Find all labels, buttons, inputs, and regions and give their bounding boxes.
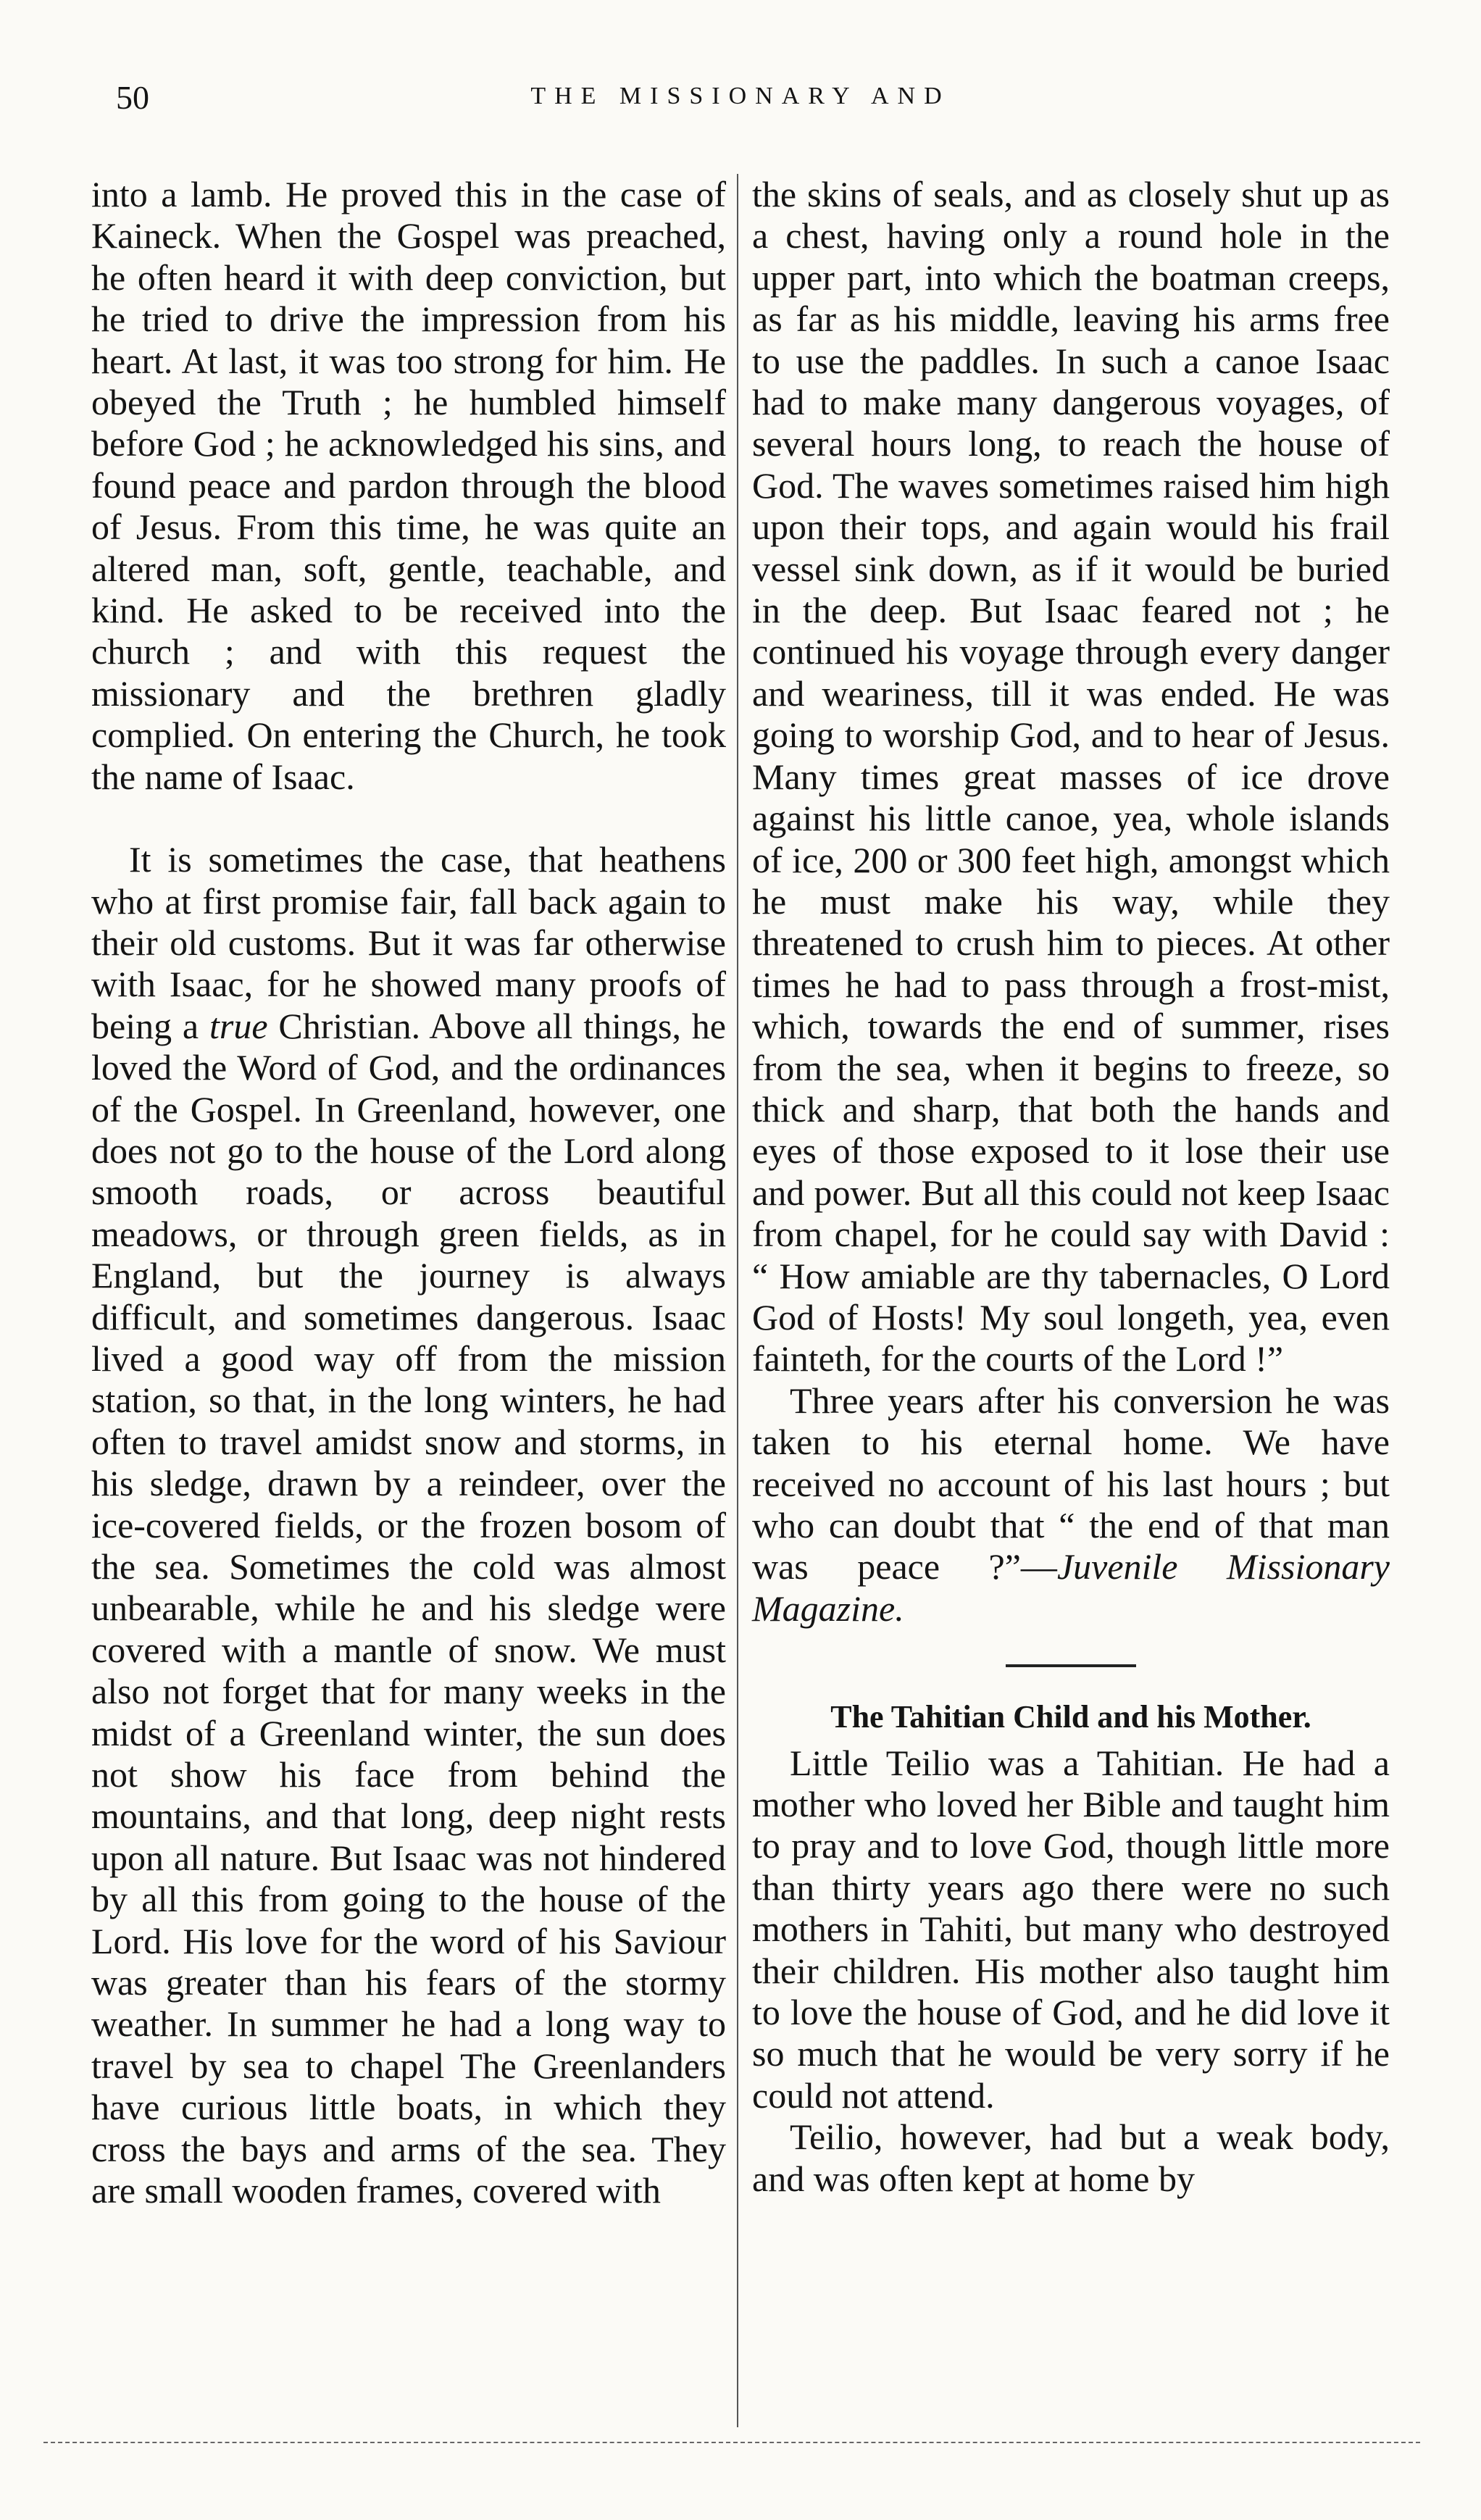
bottom-rule: [43, 2442, 1420, 2443]
running-title: THE MISSIONARY AND: [530, 83, 951, 109]
paragraph-teilio-mother: Little Teilio was a Tahitian. He had a mother who loved her Bible and taught him to pray and to love God, though little more than thirty years ago there were no such mothers in Tahiti, but many who destroyed their children. His mother also taught him to love the house of God, and he did love it so much that he would be very sorry if he could not attend.: [752, 1742, 1390, 2116]
source-citation: Juvenile Missionary Magazine.: [752, 1546, 1390, 1629]
column-divider: [737, 174, 738, 2427]
paragraph-kaineck-conversion: into a lamb. He proved this in the case of Kaineck. When the Gospel was preached, he often heard it with deep conviction, but he tried to drive the impression from his heart. At last, it was too strong for him. He obeyed the Truth ; he humbled himself before God ; he acknowledged his sins, and found peace and pardon through the blood of Jesus. From this time, he was quite an altered man, soft, gentle, teachable, and kind. He asked to be received into the church ; and with this request the missionary and the brethren gladly complied. On entering the Church, he took the name of Isaac.: [91, 174, 726, 797]
left-column: [91, 174, 726, 2212]
paragraph-isaac-journeys: [91, 839, 726, 2211]
right-column: [752, 174, 1390, 2200]
paragraph-text: Three years after his conversion he was taken to his eternal home. We have received no account of his last hours ; but who can doubt that “ the end of that man was peace ?”—: [752, 1380, 1390, 1587]
section-rule: [1006, 1664, 1136, 1667]
section-title: The Tahitian Child and his Mother.: [830, 1699, 1311, 1735]
paragraph-kayak-voyages: the skins of seals, and as closely shut up as a chest, having only a round hole in the upper part, into which the boatman creeps, as far as his middle, leaving his arms free to use the paddles. In such a canoe Isaac had to make many dangerous voyages, of several hours long, to reach the house of God. The waves sometimes raised him high upon their tops, and again would his frail vessel sink down, as if it would be buried in the deep. But Isaac feared not ; he continued his voyage through every danger and weariness, till it was ended. He was going to worship God, and to hear of Jesus. Many times great masses of ice drove against his little canoe, yea, whole islands of ice, 200 or 300 feet high, amongst which he must make his way, while they threatened to crush him to pieces. At other times he had to pass through a frost-mist, which, towards the end of summer, rises from the sea, when it begins to freeze, so thick and sharp, that both the hands and eyes of those exposed to it lose their use and power. But all this could not keep Isaac from chapel, for he could say with David : “ How amiable are thy tabernacles, O Lord God of Hosts! My soul longeth, yea, even fainteth, for the courts of the Lord !”: [752, 174, 1390, 1380]
page-header: [0, 78, 1481, 129]
paragraph-text: It is sometimes the case, that heathens who at first promise fair, fall back again to their old customs. But it was far otherwise with Isaac, for he showed many proofs of being a: [91, 839, 726, 1046]
paragraph-text: Christian. Above all things, he loved the Word of God, and the ordinances of the Gospel. In Greenland, however, one does not go to the house of the Lord along smooth roads, or across beautiful meadows, or through green fields, as in England, but the journey is always difficult, and sometimes dangerous. Isaac lived a good way off from the mission station, so that, in the long winters, he had often to travel amidst snow and storms, in his sledge, drawn by a reindeer, over the ice-covered fields, or the frozen bosom of the sea. Sometimes the cold was almost unbearable, while he and his sledge were covered with a mantle of snow. We must also not forget that for many weeks in the midst of a Greenland winter, the sun does not show his face from behind the mountains, and that long, deep night rests upon all nature. But Isaac was not hindered by all this from going to the house of the Lord. His love for the word of his Saviour was greater than his fears of the stormy weather. In summer he had a long way to travel by sea to chapel The Greenlanders have curious little boats, in which they cross the bays and arms of the sea. They are small wooden frames, covered with: [91, 1005, 727, 2211]
page-number: 50: [116, 79, 149, 116]
emphasized-word: true: [209, 1005, 268, 1046]
paragraph-gap: [91, 798, 726, 839]
paragraph-isaac-death: [752, 1380, 1390, 1630]
paragraph-teilio-weak: Teilio, however, had but a weak body, and was often kept at home by: [752, 2116, 1390, 2199]
